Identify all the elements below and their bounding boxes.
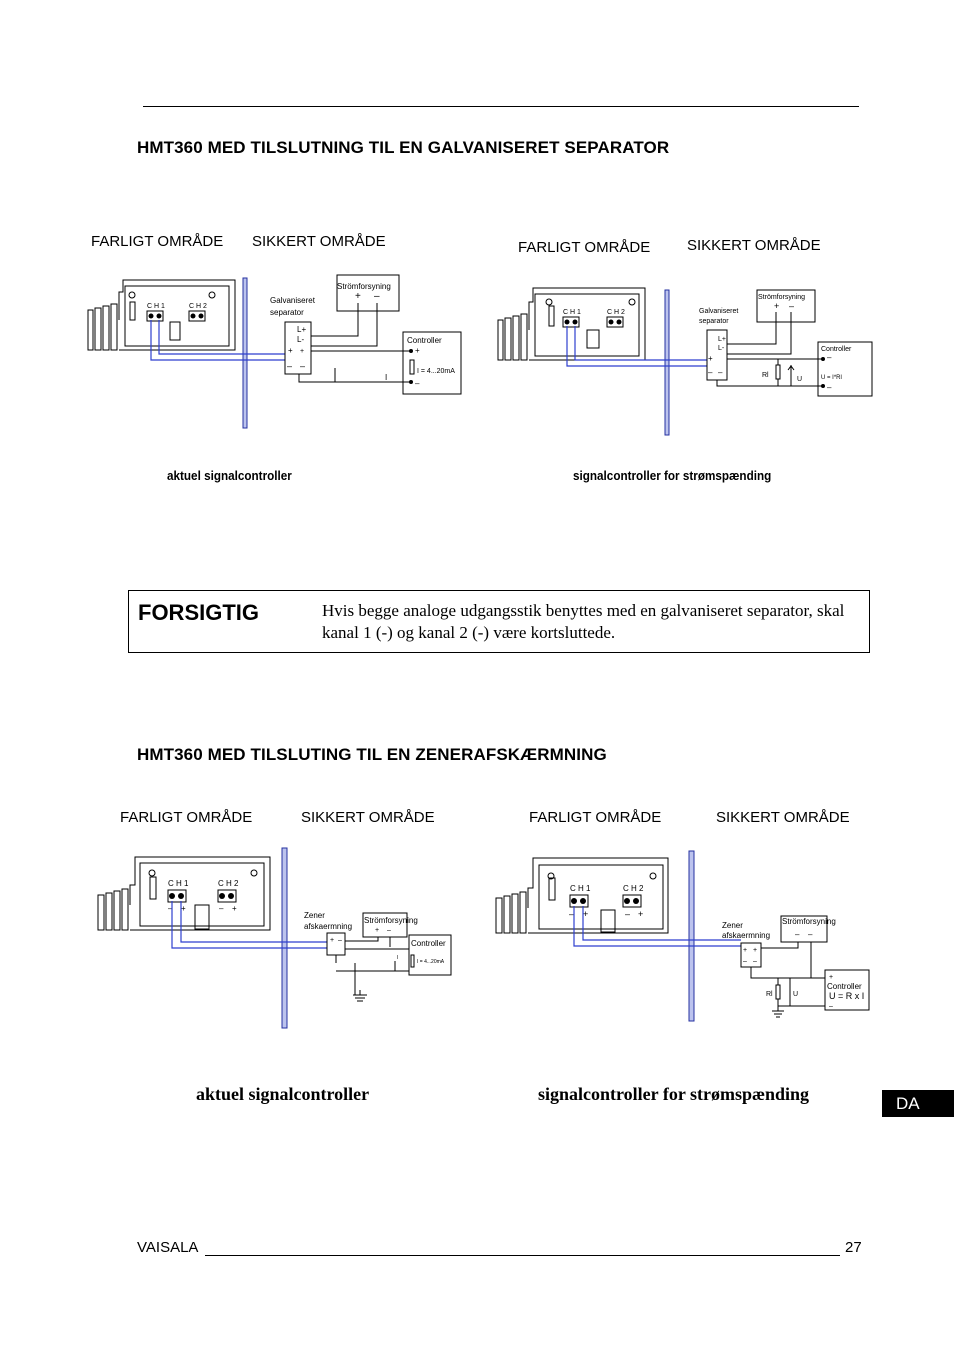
svg-text:I: I — [397, 955, 399, 961]
wiring-diagram-galvanic-voltage — [495, 280, 880, 440]
svg-text:–: – — [415, 379, 420, 388]
svg-text:–: – — [287, 361, 293, 371]
svg-text:+: + — [638, 909, 644, 919]
zone-label-hazardous: FARLIGT OMRÅDE — [120, 809, 253, 826]
svg-text:+: + — [829, 974, 834, 981]
svg-text:L-: L- — [718, 345, 725, 352]
svg-text:+: + — [355, 291, 361, 302]
section-heading-zener: HMT360 MED TILSLUTING TIL EN ZENERAFSKÆRMNING — [137, 745, 607, 764]
signal-wire — [575, 326, 707, 360]
ch1-label: C H 1 — [168, 879, 189, 888]
caution-title: FORSIGTIG — [138, 600, 259, 625]
zone-label-safe: SIKKERT OMRÅDE — [252, 233, 386, 250]
controller-label: Controller — [827, 982, 862, 991]
voltage-formula: U = I*Rl — [821, 375, 842, 381]
page-number: 27 — [845, 1239, 862, 1256]
power-supply-label: Strömforsyning — [364, 916, 418, 925]
svg-text:U: U — [793, 991, 799, 998]
section-heading-galvanic: HMT360 MED TILSLUTNING TIL EN GALVANISERET SEPARATOR — [137, 138, 670, 157]
ch1-label: C H 1 — [147, 303, 165, 310]
svg-text:+: + — [375, 927, 380, 934]
footer-rule — [205, 1255, 840, 1256]
current-range-label: I = 4...20mA — [417, 959, 445, 965]
zener-barrier-label: Zener — [722, 921, 743, 930]
zone-label-safe: SIKKERT OMRÅDE — [716, 809, 850, 826]
caption-voltage-controller: signalcontroller for strømspænding — [538, 1084, 810, 1104]
galvanic-separator-label: Galvaniseret — [270, 296, 315, 305]
svg-text:–: – — [387, 927, 391, 934]
zener-barrier-label: Zener — [304, 911, 325, 920]
ch1-label: C H 1 — [563, 309, 581, 316]
svg-text:–: – — [168, 904, 173, 913]
svg-text:–: – — [219, 904, 224, 913]
svg-text:+: + — [774, 301, 780, 311]
svg-text:–: – — [625, 909, 631, 919]
caution-box — [128, 590, 870, 653]
ch2-label: C H 2 — [218, 879, 239, 888]
galvanic-separator-label: separator — [270, 308, 304, 317]
caption-current-controller: aktuel signalcontroller — [196, 1084, 370, 1104]
wiring-diagram-zener-current — [95, 845, 465, 1035]
power-supply-label: Strömforsyning — [782, 917, 836, 926]
svg-text:+: + — [415, 346, 420, 355]
svg-text:+: + — [330, 937, 335, 944]
ch1-label: C H 1 — [570, 884, 591, 893]
svg-text:+: + — [743, 947, 748, 954]
caution-text: Hvis begge analoge udgangsstik benyttes med en galvaniseret separator, skal kanal 1 (-) og kanal 2 (-) være kortsluttede. — [322, 601, 845, 642]
svg-text:+: + — [708, 354, 713, 363]
svg-text:+: + — [288, 346, 293, 355]
svg-text:Rl: Rl — [766, 991, 773, 998]
svg-text:L+: L+ — [718, 336, 726, 343]
zone-label-safe: SIKKERT OMRÅDE — [687, 237, 821, 254]
svg-text:+: + — [583, 909, 589, 919]
zener-barrier-label: afskaermning — [304, 922, 353, 931]
footer-brand: VAISALA — [137, 1239, 199, 1256]
galvanic-separator-label: Galvaniseret — [699, 308, 739, 315]
svg-text:–: – — [827, 383, 832, 392]
caption-voltage-controller: signalcontroller for strømspænding — [573, 468, 772, 483]
svg-text:–: – — [795, 930, 800, 939]
wiring-diagram-galvanic-current — [85, 270, 475, 440]
svg-text:–: – — [829, 1003, 833, 1010]
zone-label-hazardous: FARLIGT OMRÅDE — [91, 233, 224, 250]
svg-text:–: – — [753, 958, 757, 965]
svg-text:L-: L- — [297, 335, 305, 344]
svg-text:Rl: Rl — [762, 372, 769, 379]
svg-text:+: + — [753, 947, 758, 954]
signal-wire — [583, 906, 741, 940]
svg-text:–: – — [808, 930, 813, 939]
current-range-label: I = 4...20mA — [417, 368, 455, 375]
svg-text:L+: L+ — [297, 325, 307, 334]
ch2-label: C H 2 — [189, 303, 207, 310]
svg-text:–: – — [338, 937, 342, 944]
svg-text:–: – — [743, 958, 747, 965]
svg-text:–: – — [827, 353, 832, 362]
power-supply-label: Strömforsyning — [337, 282, 391, 291]
svg-text:–: – — [708, 368, 713, 377]
svg-text:–: – — [569, 909, 575, 919]
signal-wire — [159, 320, 285, 354]
transmitter-body — [98, 857, 270, 930]
svg-text:I: I — [385, 373, 388, 382]
galvanic-separator-label: separator — [699, 318, 729, 325]
zone-label-safe: SIKKERT OMRÅDE — [301, 809, 435, 826]
zone-barrier — [243, 278, 247, 428]
svg-text:–: – — [718, 368, 723, 377]
svg-text:+: + — [181, 904, 186, 913]
svg-text:–: – — [789, 301, 795, 311]
power-supply-label: Strömforsyning — [758, 294, 806, 301]
voltage-formula: U = R x I — [829, 991, 865, 1001]
language-tab: DA — [882, 1090, 954, 1117]
svg-text:U: U — [797, 376, 803, 383]
power-supply-box — [337, 275, 399, 311]
ch2-label: C H 2 — [607, 309, 625, 316]
zone-barrier — [689, 851, 694, 1021]
header-rule — [143, 106, 859, 107]
controller-label: Controller — [411, 939, 446, 948]
zone-barrier — [665, 290, 669, 435]
svg-text:–: – — [374, 291, 380, 302]
controller-label: Controller — [407, 336, 442, 345]
ch2-label: C H 2 — [623, 884, 644, 893]
svg-text:+: + — [232, 904, 237, 913]
caption-current-controller: aktuel signalcontroller — [167, 468, 292, 483]
ground-icon — [772, 1006, 784, 1017]
zone-label-hazardous: FARLIGT OMRÅDE — [518, 239, 651, 256]
wiring-diagram-zener-voltage — [493, 848, 873, 1028]
zone-label-hazardous: FARLIGT OMRÅDE — [529, 809, 662, 826]
zone-barrier — [282, 848, 287, 1028]
svg-text:–: – — [300, 361, 306, 371]
zener-barrier-label: afskaermning — [722, 931, 771, 940]
svg-text:+: + — [300, 348, 305, 355]
controller-label: Controller — [821, 346, 852, 353]
transmitter-body — [88, 280, 235, 350]
